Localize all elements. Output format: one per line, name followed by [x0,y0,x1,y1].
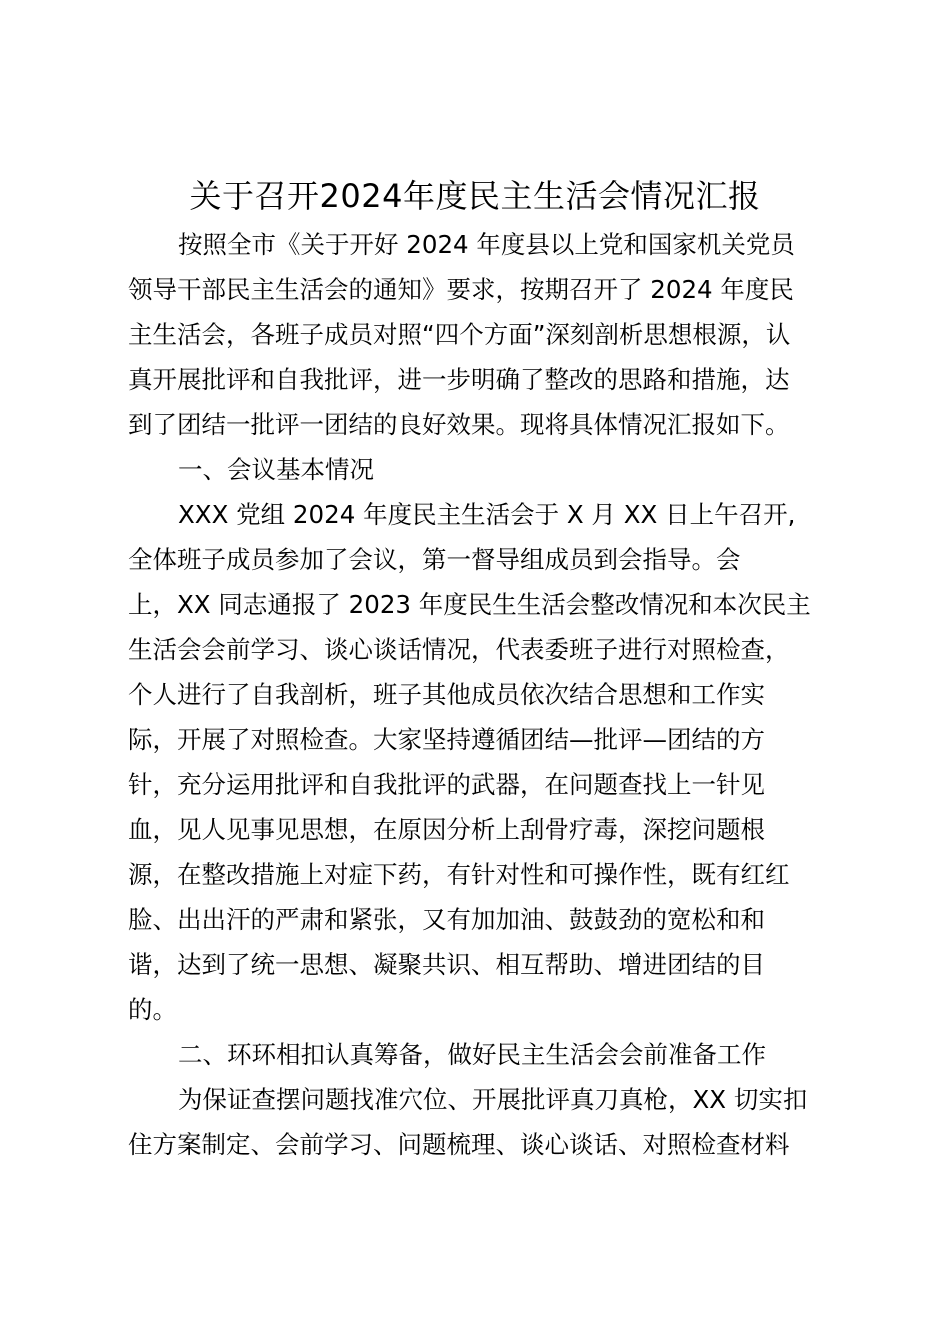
intro-line: 按照全市《关于开好 2024 年度县以上党和国家机关党员 [178,230,795,259]
section1-line: 个人进行了自我剖析，班子其他成员依次结合思想和工作实 [128,680,765,709]
section2-heading: 二、环环相扣认真筹备，做好民主生活会会前准备工作 [178,1040,766,1069]
section1-line: 全体班子成员参加了会议，第一督导组成员到会指导。会 [128,545,741,574]
section1-line: XXX 党组 2024 年度民主生活会于 X 月 XX 日上午召开, [178,500,796,529]
section1-line: 谐，达到了统一思想、凝聚共识、相互帮助、增进团结的目 [128,950,765,979]
section1-line: 生活会会前学习、谈心谈话情况，代表委班子进行对照检查， [128,635,790,664]
section1-line: 的。 [128,995,177,1024]
section1-line: 血，见人见事见思想，在原因分析上刮骨疗毒，深挖问题根 [128,815,765,844]
section1-line: 针，充分运用批评和自我批评的武器，在问题查找上一针见 [128,770,765,799]
intro-line: 到了团结一批评一团结的良好效果。现将具体情况汇报如下。 [128,410,790,439]
section2-line: 住方案制定、会前学习、问题梳理、谈心谈话、对照检查材料 [128,1130,790,1159]
section1-line: 脸、出出汗的严肃和紧张，又有加加油、鼓鼓劲的宽松和和 [128,905,765,934]
section1-line: 源，在整改措施上对症下药，有针对性和可操作性，既有红红 [128,860,790,889]
intro-line: 主生活会，各班子成员对照“四个方面”深刻剖析思想根源，认 [128,320,791,349]
section1-line: 上，XX 同志通报了 2023 年度民生生活会整改情况和本次民主 [128,590,811,619]
intro-line: 真开展批评和自我批评，进一步明确了整改的思路和措施，达 [128,365,790,394]
section1-heading: 一、会议基本情况 [178,455,374,484]
section2-line: 为保证查摆问题找准穴位、开展批评真刀真枪，XX 切实扣 [178,1085,808,1114]
section1-line: 际，开展了对照检查。大家坚持遵循团结—批评—团结的方 [128,725,765,754]
intro-line: 领导干部民主生活会的通知》要求，按期召开了 2024 年度民 [128,275,794,304]
document-title: 关于召开2024年度民主生活会情况汇报 [189,177,761,215]
